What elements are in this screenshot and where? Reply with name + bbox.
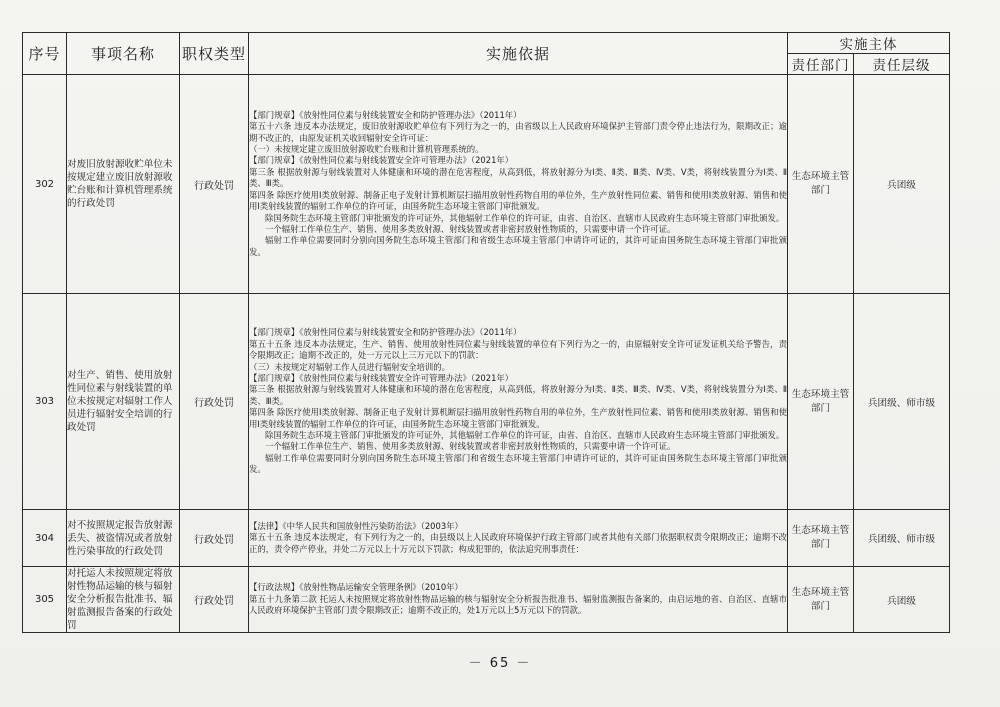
row-item-name: 对废旧放射源收贮单位未按规定建立废旧放射源收贮台账和计算机管理系统的行政处罚 <box>67 75 180 294</box>
row-basis <box>249 510 788 567</box>
basis-paragraph: 辐射工作单位需要同时分别向国务院生态环境主管部门和省级生态环境主管部门申请许可证的，其许可证由国务院生态环境主管部门审批颁发。 <box>249 452 787 475</box>
basis-paragraph: 第五十六条 违反本办法规定，废旧放射源收贮单位有下列行为之一的，由省级以上人民政府环境保护主管部门责令停止违法行为，限期改正；逾期不改正的，由原发证机关收回辐射安全许可证： <box>249 121 787 143</box>
row-seq: 304 <box>23 510 67 567</box>
row-power-type: 行政处罚 <box>180 510 249 567</box>
basis-paragraph: 第三条 根据放射源与射线装置对人体健康和环境的潜在危害程度，从高到低，将放射源分为Ⅰ类、Ⅱ类、Ⅲ类、Ⅳ类、Ⅴ类，将射线装置分为Ⅰ类、Ⅱ类、Ⅲ类。 <box>249 384 787 406</box>
table-row <box>23 294 950 510</box>
row-level: 兵团级、师市级 <box>854 510 950 567</box>
row-item-name: 对生产、销售、使用放射性同位素与射线装置的单位未按规定对辐射工作人员进行辐射安全培训的行政处罚 <box>67 294 180 510</box>
basis-paragraph: 除国务院生态环境主管部门审批颁发的许可证外，其他辐射工作单位的许可证，由省、自治区、直辖市人民政府生态环境主管部门审批颁发。 <box>265 212 785 223</box>
table-row <box>23 567 950 633</box>
basis-paragraph: 第五十五条 违反本法规定，有下列行为之一的，由县级以上人民政府环境保护行政主管部门或者其他有关部门依据职权责令限期改正；逾期不改正的，责令停产停业，并处二万元以上十万元以下罚款；构成犯罪的，依法追究刑事责任： <box>249 532 787 554</box>
header-power-type: 职权类型 <box>180 33 249 75</box>
basis-paragraph: 辐射工作单位需要同时分别向国务院生态环境主管部门和省级生态环境主管部门申请许可证的，其许可证由国务院生态环境主管部门审批颁发。 <box>249 235 787 257</box>
basis-paragraph: 【部门规章】《放射性同位素与射线装置安全和防护管理办法》（2011年） <box>249 109 522 120</box>
header-basis: 实施依据 <box>249 33 788 75</box>
basis-paragraph: 【部门规章】《放射性同位素与射线装置安全许可管理办法》（2021年） <box>249 372 514 383</box>
basis-paragraph: 第四条 除医疗使用Ⅰ类放射源、制备正电子发射计算机断层扫描用放射性药物自用的单位外，生产放射性同位素、销售和使用Ⅰ类放射源、销售和使用Ⅰ类射线装置的辐射工作单位的许可证，由国务院生态环境主管部门审批颁发。 <box>249 407 787 429</box>
row-seq: 303 <box>23 294 67 510</box>
basis-paragraph: 第五十五条 违反本办法规定，生产、销售、使用放射性同位素与射线装置的单位有下列行为之一的，由原辐射安全许可证发证机关给予警告，责令限期改正；逾期不改正的，处一万元以上三万元以下的罚款： <box>249 338 787 361</box>
basis-paragraph: 第五十九条第二款 托运人未按照规定将放射性物品运输的核与辐射安全分析报告批准书、辐射监测报告备案的，由启运地的省、自治区、直辖市人民政府环境保护主管部门责令限期改正；逾期不改正的，处1万元以上5万元以下的罚款。 <box>249 593 787 616</box>
row-power-type: 行政处罚 <box>180 567 249 633</box>
basis-paragraph: 【行政法规】《放射性物品运输安全管理条例》（2010年） <box>249 582 463 593</box>
row-seq: 305 <box>23 567 67 633</box>
row-power-type: 行政处罚 <box>180 294 249 510</box>
table-row <box>23 75 950 294</box>
basis-paragraph: 第三条 根据放射源与射线装置对人体健康和环境的潜在危害程度，从高到低，将放射源分为Ⅰ类、Ⅱ类、Ⅲ类、Ⅳ类、Ⅴ类，将射线装置分为Ⅰ类、Ⅱ类、Ⅲ类。 <box>249 166 787 189</box>
row-level: 兵团级、师市级 <box>854 294 950 510</box>
row-power-type: 行政处罚 <box>180 75 249 294</box>
basis-paragraph: 【法律】《中华人民共和国放射性污染防治法》（2003年） <box>249 520 463 531</box>
row-dept: 生态环境主管部门 <box>788 75 854 294</box>
row-dept: 生态环境主管部门 <box>788 294 854 510</box>
header-level: 责任层级 <box>854 54 950 75</box>
row-basis <box>249 294 788 510</box>
basis-paragraph: 【部门规章】《放射性同位素与射线装置安全和防护管理办法》（2011年） <box>249 327 522 338</box>
row-seq: 302 <box>23 75 67 294</box>
basis-paragraph: 一个辐射工作单位生产、销售、使用多类放射源、射线装置或者非密封放射性物质的，只需要申请一个许可证。 <box>265 223 676 234</box>
header-subject: 实施主体 <box>788 33 950 54</box>
row-level: 兵团级 <box>854 567 950 633</box>
header-item-name: 事项名称 <box>67 33 180 75</box>
page-number: － 65 － <box>468 656 532 671</box>
basis-paragraph: 一个辐射工作单位生产、销售、使用多类放射源、射线装置或者非密封放射性物质的，只需要申请一个许可证。 <box>265 441 676 452</box>
row-level: 兵团级 <box>854 75 950 294</box>
basis-paragraph: （一）未按规定建立废旧放射源收贮台账和计算机管理系统的。 <box>249 144 484 155</box>
table-row <box>23 510 950 567</box>
row-dept: 生态环境主管部门 <box>788 510 854 567</box>
basis-paragraph: （三）未按规定对辐射工作人员进行辐射安全培训的。 <box>249 361 450 372</box>
basis-paragraph: 除国务院生态环境主管部门审批颁发的许可证外，其他辐射工作单位的许可证，由省、自治区、直辖市人民政府生态环境主管部门审批颁发。 <box>265 430 785 441</box>
row-basis <box>249 75 788 294</box>
row-item-name: 对托运人未按照规定将放射性物品运输的核与辐射安全分析报告批准书、辐射监测报告备案的行政处罚 <box>67 567 180 633</box>
basis-paragraph: 【部门规章】《放射性同位素与射线装置安全许可管理办法》（2021年） <box>249 155 514 166</box>
row-item-name: 对不按照规定报告放射源丢失、被盗情况或者放射性污染事故的行政处罚 <box>67 510 180 567</box>
header-seq: 序号 <box>23 33 67 75</box>
row-basis <box>249 567 788 633</box>
regulation-table <box>22 32 950 633</box>
header-dept: 责任部门 <box>788 54 854 75</box>
row-dept: 生态环境主管部门 <box>788 567 854 633</box>
basis-paragraph: 第四条 除医疗使用Ⅰ类放射源、制备正电子发射计算机断层扫描用放射性药物自用的单位外，生产放射性同位素、销售和使用Ⅰ类放射源、销售和使用Ⅰ类射线装置的辐射工作单位的许可证，由国务院生态环境主管部门审批颁发。 <box>249 189 787 212</box>
